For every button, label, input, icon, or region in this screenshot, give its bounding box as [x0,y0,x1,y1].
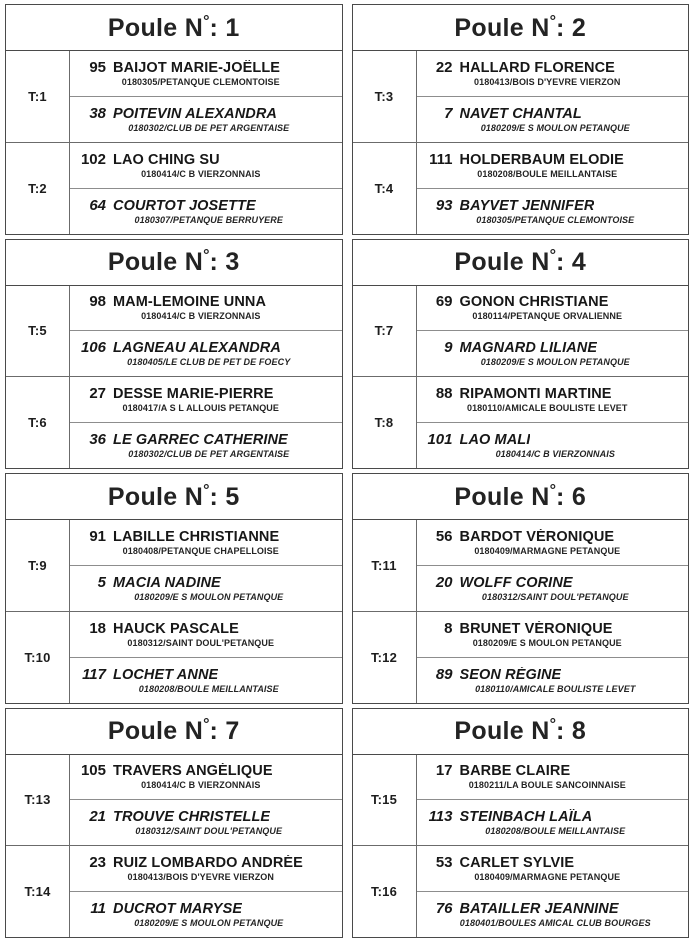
player-list [70,286,342,377]
player-main-line [417,151,685,168]
player-name: BAIJOT MARIE-JOËLLE [113,59,281,76]
player-row [70,189,342,234]
player-name: NAVET CHANTAL [459,105,582,122]
player-row [70,97,342,142]
player-row [70,286,342,332]
player-name: POITEVIN ALEXANDRA [113,105,277,122]
terrain-block [6,143,342,234]
player-row [417,331,689,376]
player-name: HALLARD FLORENCE [459,59,615,76]
player-number: 105 [80,762,106,780]
player-list [70,51,342,142]
player-row [417,566,689,611]
player-row [417,97,689,142]
terrain-label-cell [353,520,417,611]
terrain-label-cell [353,755,417,846]
player-list [70,377,342,468]
terrain-label-cell [353,143,417,234]
pool-row [5,473,689,704]
player-number: 36 [89,431,106,449]
pool-header [6,709,342,755]
player-name: DUCROT MARYSE [113,901,243,918]
player-club: 0180409/MARMAGNE PETANQUE [474,872,621,883]
player-main-line [417,59,685,76]
terrain-block [6,51,342,143]
player-list [417,520,689,611]
pool-card-4 [352,239,690,470]
player-row [70,377,342,423]
terrain-label-cell [6,286,70,377]
pool-body [6,520,342,703]
player-club: 0180405/LE CLUB DE PET DE FOECY [127,357,291,368]
player-number: 56 [435,527,453,545]
terrain-label-cell [353,612,417,703]
player-club: 0180312/SAINT DOUL'PETANQUE [135,826,283,837]
player-main-line [70,528,338,545]
player-name: HOLDERBAUM ELODIE [459,151,624,168]
player-main-line [417,620,685,637]
player-row [417,658,689,703]
player-number: 20 [435,573,453,591]
player-club: 0180305/PETANQUE CLEMONTOISE [121,76,280,87]
player-name: DESSE MARIE-PIERRE [113,386,274,403]
player-club: 0180401/BOULES AMICAL CLUB BOURGES [459,918,651,929]
player-main-line [70,620,338,637]
pool-header [353,5,689,51]
player-number: 7 [444,104,453,122]
pool-body [353,286,689,469]
player-number: 9 [444,339,453,357]
terrain-label-cell [6,612,70,703]
player-main-line [417,197,685,214]
pool-body [6,51,342,234]
player-name: MAGNARD LILIANE [459,340,598,357]
pool-card-7 [5,708,343,939]
player-row [70,566,342,611]
terrain-label-cell [6,755,70,846]
player-club: 0180114/PETANQUE ORVALIENNE [472,311,623,322]
terrain-label: T:7 [374,323,394,339]
terrain-label-cell [6,51,70,142]
player-club: 0180408/PETANQUE CHAPELLOISE [122,545,279,556]
terrain-block [353,377,689,468]
terrain-block [6,377,342,468]
player-row [417,189,689,234]
pool-body [353,755,689,938]
terrain-label: T:15 [370,792,398,808]
player-club: 0180414/C B VIERZONNAIS [141,168,261,179]
player-main-line [70,197,338,214]
player-row [417,51,689,97]
player-name: LAO CHING SU [113,151,220,168]
player-number: 23 [89,854,106,872]
pool-row [5,4,689,235]
player-number: 76 [435,900,453,918]
player-main-line [417,339,685,356]
player-club: 0180312/SAINT DOUL'PETANQUE [127,637,275,648]
terrain-label: T:8 [374,415,394,431]
player-club: 0180110/AMICALE BOULISTE LEVET [466,403,628,414]
terrain-label: T:13 [24,792,51,808]
player-number: 95 [89,58,106,76]
player-main-line [70,808,338,825]
terrain-label-cell [353,51,417,142]
player-club: 0180209/E S MOULON PETANQUE [134,591,284,602]
player-number: 113 [428,808,453,826]
terrain-label: T:9 [28,557,47,573]
player-number: 102 [80,150,106,168]
player-main-line [70,385,338,402]
player-number: 53 [435,854,453,872]
terrain-label: T:10 [24,649,51,665]
player-club: 0180413/BOIS D'YEVRE VIERZON [127,872,274,883]
player-name: BAYVET JENNIFER [459,197,595,214]
player-row [417,423,689,468]
player-club: 0180307/PETANQUE BERRUYERE [134,214,283,225]
pool-title: Poule N°: 7 [107,716,240,745]
pool-header [353,474,689,520]
terrain-block [353,51,689,143]
player-row [417,143,689,189]
player-row [70,800,342,845]
player-main-line [70,900,338,917]
player-club: 0180208/BOULE MEILLANTAISE [138,683,279,694]
player-list [417,846,689,937]
player-main-line [70,854,338,871]
pool-title: Poule N°: 5 [107,481,240,511]
player-club: 0180209/E S MOULON PETANQUE [472,637,622,648]
terrain-label-cell [6,143,70,234]
player-club: 0180312/SAINT DOUL'PETANQUE [481,591,629,602]
player-name: CARLET SYLVIE [459,855,575,872]
player-row [417,520,689,566]
pool-card-5 [5,473,343,704]
player-number: 117 [82,665,106,683]
pool-body [353,520,689,703]
player-row [70,846,342,892]
player-number: 22 [435,58,453,76]
player-name: TROUVE CHRISTELLE [113,809,271,826]
player-list [70,520,342,611]
player-row [417,377,689,423]
terrain-block [353,286,689,378]
terrain-label-cell [6,846,70,937]
player-row [70,143,342,189]
terrain-label-cell [353,846,417,937]
terrain-block [6,286,342,378]
pool-title: Poule N°: 4 [454,247,587,276]
pool-row [5,708,689,939]
player-number: 11 [90,900,106,918]
player-main-line [417,431,685,448]
player-club: 0180414/C B VIERZONNAIS [141,780,261,791]
pool-header [353,709,689,755]
player-name: LE GARREC CATHERINE [113,432,288,449]
player-name: COURTOT JOSETTE [113,197,256,214]
terrain-label: T:2 [28,180,47,196]
player-number: 93 [435,196,453,214]
player-row [70,755,342,801]
player-row [70,423,342,468]
pool-card-8 [352,708,690,939]
player-number: 88 [435,385,453,403]
player-number: 5 [97,573,106,591]
pool-card-2 [352,4,690,235]
pool-title: Poule N°: 3 [107,247,240,276]
player-main-line [417,105,685,122]
pool-card-6 [352,473,690,704]
player-main-line [417,900,685,917]
player-number: 21 [89,808,106,826]
player-row [70,658,342,703]
player-main-line [70,105,338,122]
player-row [417,800,689,845]
terrain-label: T:4 [374,180,394,196]
player-name: SEON RÉGINE [459,666,562,683]
player-list [417,612,689,703]
player-name: RIPAMONTI MARTINE [459,386,612,403]
player-club: 0180302/CLUB DE PET ARGENTAISE [128,122,290,133]
player-main-line [417,385,685,402]
terrain-block [353,143,689,234]
pool-card-1 [5,4,343,235]
player-number: 111 [429,150,453,168]
player-name: HAUCK PASCALE [113,620,239,637]
player-number: 69 [435,293,453,311]
player-name: STEINBACH LAÏLA [459,809,593,826]
player-name: RUIZ LOMBARDO ANDRÉE [113,855,303,872]
terrain-label: T:14 [24,884,51,900]
player-main-line [417,762,685,779]
terrain-label-cell [6,377,70,468]
player-number: 38 [89,104,106,122]
terrain-label: T:1 [28,88,47,104]
player-main-line [70,431,338,448]
player-club: 0180302/CLUB DE PET ARGENTAISE [128,449,290,460]
player-club: 0180208/BOULE MEILLANTAISE [477,168,618,179]
terrain-block [6,846,342,937]
player-name: MAM-LEMOINE UNNA [113,294,267,311]
terrain-label: T:11 [371,557,397,573]
player-main-line [417,666,685,683]
pool-title: Poule N°: 2 [454,12,587,42]
player-row [70,51,342,97]
terrain-label: T:12 [370,649,398,665]
player-name: LAGNEAU ALEXANDRA [113,340,281,357]
player-club: 0180305/PETANQUE CLEMONTOISE [476,214,635,225]
player-list [417,755,689,846]
pool-header [6,474,342,520]
player-main-line [70,151,338,168]
player-main-line [70,762,338,779]
terrain-label: T:6 [28,415,47,431]
player-club: 0180414/C B VIERZONNAIS [495,449,615,460]
player-club: 0180209/E S MOULON PETANQUE [134,918,284,929]
player-number: 17 [435,762,453,780]
terrain-block [353,755,689,847]
player-name: LAO MALI [459,432,531,449]
player-row [70,331,342,376]
player-main-line [417,293,685,310]
player-name: WOLFF CORINE [459,574,573,591]
player-list [417,286,689,377]
player-name: BRUNET VÉRONIQUE [459,620,613,637]
player-row [70,892,342,937]
player-club: 0180209/E S MOULON PETANQUE [480,122,630,133]
player-number: 27 [89,385,106,403]
player-number: 89 [435,665,453,683]
player-main-line [417,808,685,825]
terrain-block [353,520,689,612]
player-list [70,846,342,937]
pool-header [6,240,342,286]
player-name: BATAILLER JEANNINE [459,901,619,918]
player-name: LABILLE CHRISTIANNE [113,528,280,545]
player-number: 64 [89,196,106,214]
player-list [70,612,342,703]
player-list [70,755,342,846]
player-row [417,892,689,937]
player-name: LOCHET ANNE [113,666,219,683]
player-row [70,520,342,566]
player-number: 101 [427,431,453,449]
player-number: 18 [89,619,106,637]
terrain-block [353,846,689,937]
player-number: 98 [89,293,106,311]
player-main-line [417,854,685,871]
player-name: TRAVERS ANGÉLIQUE [113,763,273,780]
terrain-label: T:3 [374,88,394,104]
player-main-line [70,293,338,310]
pool-title: Poule N°: 6 [454,481,587,511]
player-club: 0180208/BOULE MEILLANTAISE [485,826,626,837]
player-row [70,612,342,658]
player-list [70,143,342,234]
terrain-block [6,755,342,847]
player-row [417,286,689,332]
player-main-line [70,666,338,683]
player-name: MACIA NADINE [113,574,221,591]
terrain-label: T:16 [370,884,398,900]
player-row [417,612,689,658]
player-main-line [70,339,338,356]
terrain-block [353,612,689,703]
pool-body [353,51,689,234]
player-name: BARBE CLAIRE [459,763,571,780]
terrain-label-cell [353,377,417,468]
player-club: 0180414/C B VIERZONNAIS [141,311,261,322]
player-list [417,51,689,142]
terrain-block [6,520,342,612]
player-club: 0180110/AMICALE BOULISTE LEVET [475,683,636,694]
player-row [417,846,689,892]
pool-title: Poule N°: 8 [454,716,587,745]
player-list [417,377,689,468]
pool-title: Poule N°: 1 [107,12,240,42]
player-list [417,143,689,234]
terrain-label-cell [353,286,417,377]
player-row [417,755,689,801]
player-club: 0180413/BOIS D'YEVRE VIERZON [474,76,621,87]
player-number: 106 [80,339,106,357]
player-main-line [70,59,338,76]
player-name: BARDOT VÉRONIQUE [459,528,615,545]
player-club: 0180211/LA BOULE SANCOINNAISE [468,780,626,791]
player-main-line [417,574,685,591]
player-main-line [70,574,338,591]
pool-body [6,286,342,469]
player-main-line [417,528,685,545]
pool-body [6,755,342,938]
player-number: 91 [89,527,106,545]
terrain-block [6,612,342,703]
pool-header [6,5,342,51]
player-name: GONON CHRISTIANE [459,294,609,311]
pool-card-3 [5,239,343,470]
player-club: 0180409/MARMAGNE PETANQUE [474,545,621,556]
player-club: 0180209/E S MOULON PETANQUE [480,357,630,368]
player-number: 8 [444,619,453,637]
pool-row [5,239,689,470]
terrain-label: T:5 [28,323,47,339]
terrain-label-cell [6,520,70,611]
pool-header [353,240,689,286]
player-club: 0180417/A S L ALLOUIS PETANQUE [122,403,280,414]
